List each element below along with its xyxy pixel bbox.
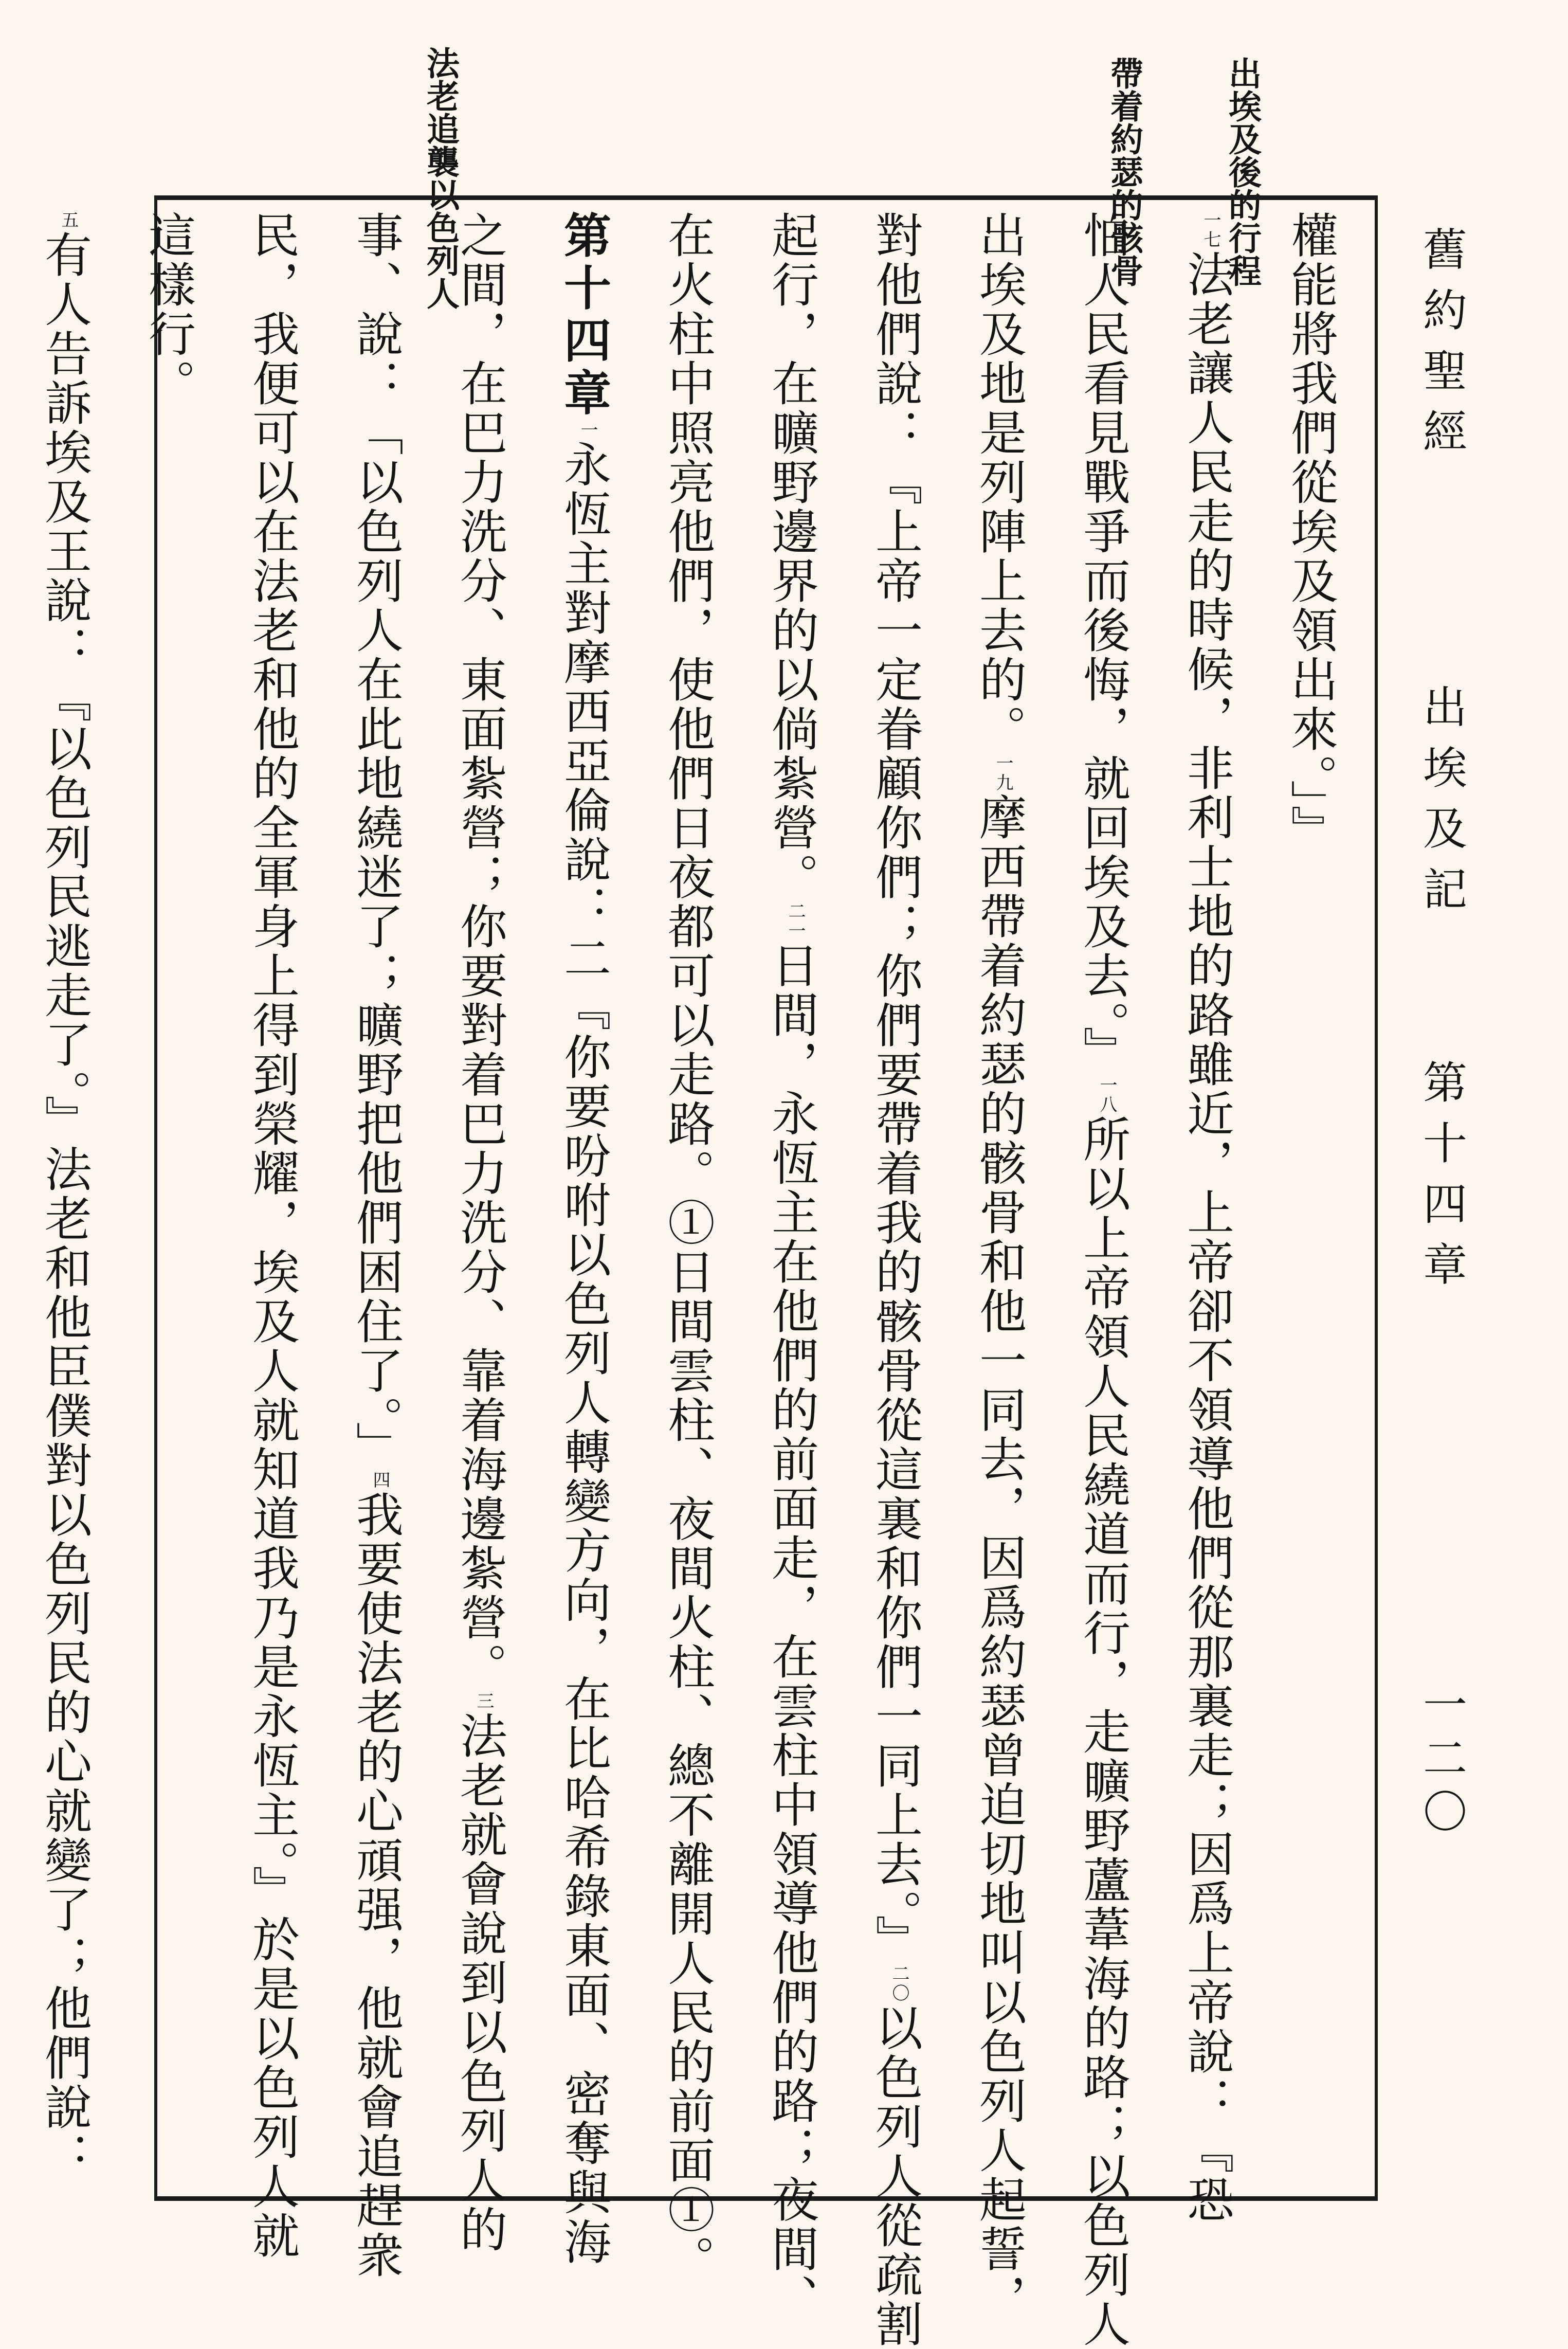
verse-text: 永恆主對摩西亞倫說：二『你要吩咐以色列人轉變方向，在比哈希錄東面、密奪與海 [556,440,611,2267]
verse-text: 有人告訴埃及王說：『以色列民逃走了。』法老和他臣僕對以色列民的心就變了；他們說： [37,230,92,2181]
text-column [12,211,116,2185]
verse-text: 所以上帝領人民繞道而行，走曠野蘆葦海的路；以色列人 [1075,1115,1131,2349]
text-column [324,211,428,2280]
page-number: 一二〇 [1415,1682,1467,1842]
text-column [220,211,324,2261]
text-column [843,211,947,2349]
verse-text: 起行，在曠野邊界的以倘紮營。 [764,211,819,902]
header-book-title: 舊約聖經 [1415,226,1467,469]
text-column [947,211,1051,2323]
text-column [635,211,739,2284]
verse-text: 以色列人從疏割 [868,2003,923,2349]
verse-text: 法老讓人民走的時候，非利士地的路雖近，上帝卻不領導他們從那裏走；因爲上帝說：『恐 [1179,250,1234,2225]
text-column [116,211,220,2185]
verse-text: 對他們說：『上帝一定眷顧你們；你們要帶着我的骸骨從這裏和你們一同上去。』 [868,211,923,1964]
verse-text: 出埃及地是列陣上去的。 [972,211,1027,754]
verse-number: 二〇 [889,1964,909,2003]
verse-text: 事、說：「以色列人在此地繞迷了；曠野把他們困住了。」 [349,211,404,1471]
text-column [428,211,532,2254]
side-note-pharaoh-pursuit: 法老追襲以色列人 [421,46,460,310]
text-column [1155,211,1259,2225]
verse-number: 一九 [993,754,1013,793]
side-note-joseph-bones: 帶着約瑟的骸骨 [1105,57,1143,287]
header-section-title: 出埃及記 [1415,684,1467,927]
verse-text: 怕人民看見戰爭而後悔，就回埃及去。』 [1075,211,1131,1076]
text-column [1051,211,1155,2349]
text-column [739,211,843,2323]
verse-number: 二一 [785,902,806,941]
scripture-body [37,211,1362,2349]
verse-number: 四 [370,1471,390,1490]
header-chapter: 第十四章 [1415,1059,1467,1302]
side-note-exodus-route: 出埃及後的行程 [1223,57,1262,287]
text-column [1259,211,1362,2185]
chapter-heading: 第十四章 [556,211,611,421]
verse-number: 一 [577,421,598,440]
verse-number: 一七 [1200,211,1221,250]
text-column [532,211,635,2267]
verse-text: 我要使法老的心頑强，他就會追趕衆 [349,1490,404,2280]
verse-text: 在火柱中照亮他們，使他們日夜都可以走路。①日間雲柱、夜間火柱、總不離開人民的前面①。 [660,211,715,2284]
verse-text: 權能將我們從埃及領出來。」』 [1283,211,1338,855]
verse-number: 一八 [1097,1076,1117,1115]
verse-text: 日間，永恆主在他們的前面走，在雲柱中領導他們的路；夜間、 [764,941,819,2323]
verse-text: 法老就會說到以色列人的 [452,1711,507,2254]
verse-text: 摩西帶着約瑟的骸骨和他一同去，因爲約瑟曾迫切地叫以色列人起誓， [972,793,1027,2323]
verse-text: 之間，在巴力洗分、東面紮營；你要對着巴力洗分、靠着海邊紮營。 [452,211,507,1692]
verse-number [0,1692,16,1711]
verse-number: 五 [58,211,79,230]
text-column [0,211,12,2185]
verse-text: 民，我便可以在法老和他的全軍身上得到榮耀，埃及人就知道我乃是永恆主。』於是以色列人就 [245,211,300,2261]
verse-text: 這樣行。 [141,211,196,408]
verse-number: 三 [473,1692,494,1711]
